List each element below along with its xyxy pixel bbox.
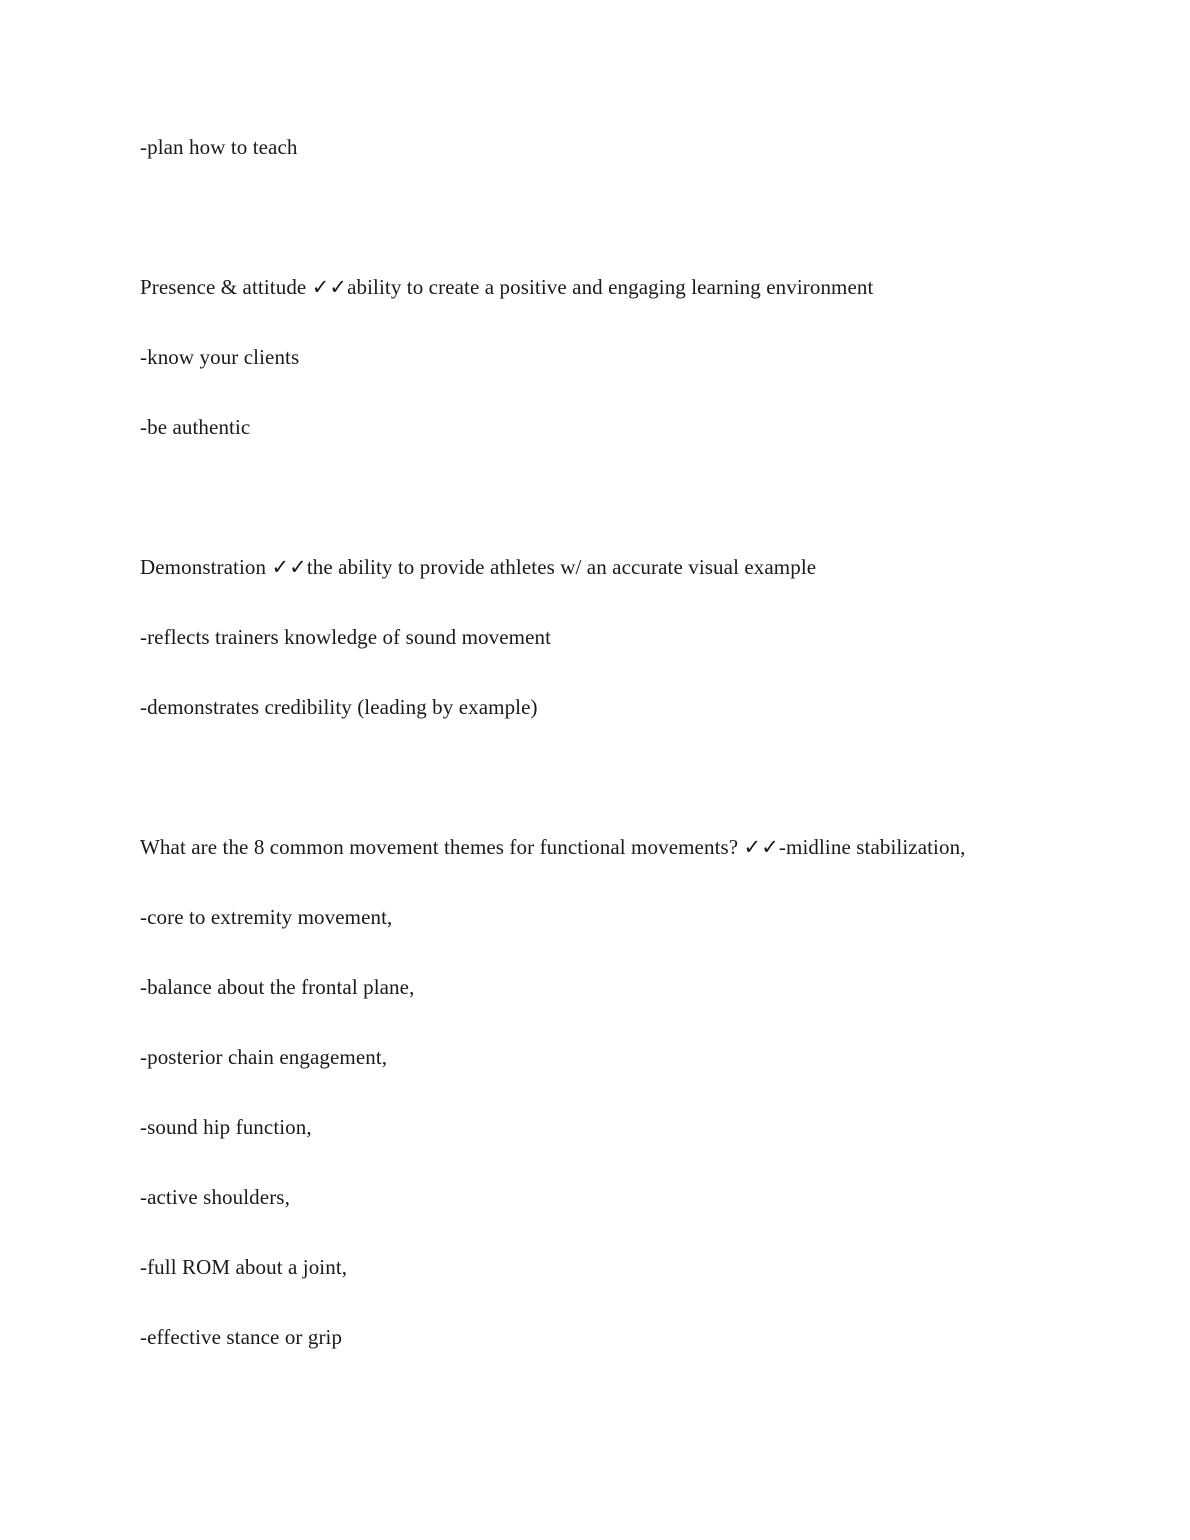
text-line: -effective stance or grip [140,1325,343,1349]
text-line: Demonstration ✓✓the ability to provide athletes w/ an accurate visual example [140,555,817,579]
text-line: Presence & attitude ✓✓ability to create a positive and engaging learning environment [140,275,874,299]
text-line: -know your clients [140,345,300,369]
text-line: -posterior chain engagement, [140,1045,388,1069]
blank-line [140,462,1070,532]
text-line: -sound hip function, [140,1115,312,1139]
text-line: -demonstrates credibility (leading by example) [140,695,538,719]
text-line: -reflects trainers knowledge of sound movement [140,625,552,649]
document-body [140,112,1070,1372]
blank-line [140,742,1070,812]
text-line: -plan how to teach [140,135,298,159]
blank-line [140,182,1070,252]
text-line: -full ROM about a joint, [140,1255,348,1279]
text-line: -balance about the frontal plane, [140,975,415,999]
text-line: -core to extremity movement, [140,905,393,929]
text-line: What are the 8 common movement themes for functional movements? ✓✓-midline stabilization, [140,835,966,859]
text-line: -active shoulders, [140,1185,290,1209]
text-line: -be authentic [140,415,251,439]
